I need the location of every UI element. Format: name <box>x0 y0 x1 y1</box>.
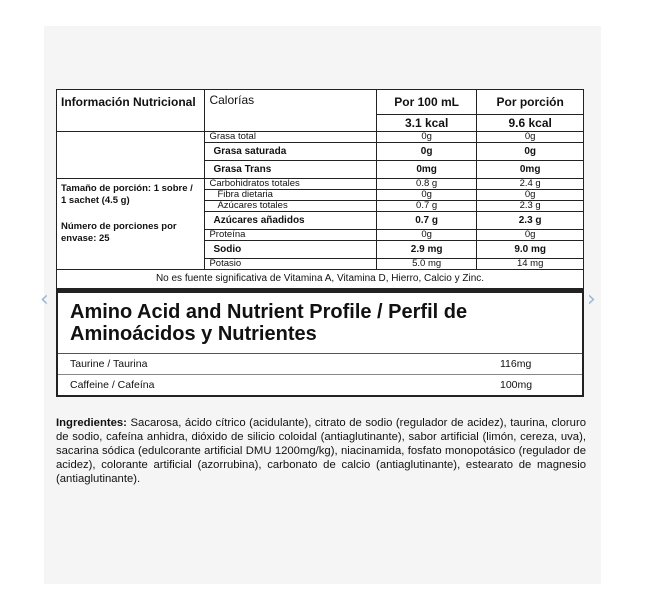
amino-row <box>58 375 582 395</box>
nutrition-table <box>56 89 584 289</box>
amino-value: 116mg <box>500 358 532 370</box>
calories-100: 3.1 kcal <box>376 115 476 132</box>
nutrient-name: Azúcares añadidos <box>205 212 376 230</box>
nutrition-row <box>57 179 584 190</box>
nutrient-perserving: 2.4 g <box>477 179 584 190</box>
nutrient-name: Grasa saturada <box>205 143 376 161</box>
nutrient-perserving: 0g <box>477 190 584 201</box>
nutrient-perserving: 9.0 mg <box>477 241 584 259</box>
servings-per-container: Número de porciones por envase: 25 <box>61 221 177 244</box>
amino-row <box>58 354 582 375</box>
amino-value: 100mg <box>500 379 533 391</box>
nutrient-name: Fibra dietaria <box>205 190 376 201</box>
amino-title: Amino Acid and Nutrient Profile / Perfil de Aminoácidos y Nutrientes <box>58 293 582 354</box>
nutrient-per100: 0g <box>376 143 476 161</box>
nutrition-note: No es fuente significativa de Vitamina A, Vitamina D, Hierro, Calcio y Zinc. <box>57 270 584 289</box>
nutrient-name: Carbohidratos totales <box>205 179 376 190</box>
nutrient-per100: 5.0 mg <box>376 259 476 270</box>
nutrient-name: Potasio <box>205 259 376 270</box>
ingredients-list: Sacarosa, ácido cítrico (acidulante), citrato de sodio (regulador de acidez), taurina, cloruro de sodio, cafeína anhidra, dióxido de silicio coloidal (antiaglutinante), sabor artificial (limón, cereza, uva), sacarina sódica (edulcorante artificial DMU 1200mg/kg), niacinamida, fosfato monopotásico (regulador de acidez), colorante artificial (azorrubina), carbonato de calcio (antiaglutinante), estearato de magnesio (antiaglutinante). <box>56 417 586 485</box>
nutrient-name: Proteína <box>205 230 376 241</box>
chevron-right-icon[interactable]: › <box>587 287 596 312</box>
nutrient-per100: 0.8 g <box>376 179 476 190</box>
nutrient-per100: 0.7 g <box>376 212 476 230</box>
nutrition-title: Información Nutricional <box>57 90 205 132</box>
amino-name: Taurine / Taurina <box>70 358 148 370</box>
ingredients-text <box>56 416 586 486</box>
per100-header: Por 100 mL <box>376 90 476 115</box>
nutrient-perserving: 0mg <box>477 161 584 179</box>
nutrient-perserving: 14 mg <box>477 259 584 270</box>
serving-info <box>57 179 205 270</box>
nutrition-row <box>57 132 584 143</box>
nutrient-per100: 0g <box>376 132 476 143</box>
nutrient-per100: 0mg <box>376 161 476 179</box>
amino-panel <box>56 289 584 397</box>
nutrient-per100: 2.9 mg <box>376 241 476 259</box>
nutrient-per100: 0g <box>376 190 476 201</box>
nutrient-per100: 0g <box>376 230 476 241</box>
nutrient-perserving: 0g <box>477 230 584 241</box>
nutrient-perserving: 2.3 g <box>477 201 584 212</box>
amino-name: Caffeine / Cafeína <box>70 379 155 391</box>
calories-label: Calorías <box>205 90 376 132</box>
nutrient-name: Azúcares totales <box>205 201 376 212</box>
ingredients-label: Ingredientes: <box>56 417 127 429</box>
nutrient-name: Sodio <box>205 241 376 259</box>
nutrient-name: Grasa total <box>205 132 376 143</box>
chevron-left-icon[interactable]: ‹ <box>40 287 49 312</box>
perserving-header: Por porción <box>477 90 584 115</box>
nutrition-label <box>56 89 584 397</box>
nutrient-perserving: 0g <box>477 132 584 143</box>
calories-serving: 9.6 kcal <box>477 115 584 132</box>
nutrition-blank-cell <box>57 132 205 179</box>
nutrient-perserving: 0g <box>477 143 584 161</box>
nutrient-perserving: 2.3 g <box>477 212 584 230</box>
nutrient-name: Grasa Trans <box>205 161 376 179</box>
serving-size: Tamaño de porción: 1 sobre / 1 sachet (4.5 g) <box>61 183 193 206</box>
nutrient-per100: 0.7 g <box>376 201 476 212</box>
